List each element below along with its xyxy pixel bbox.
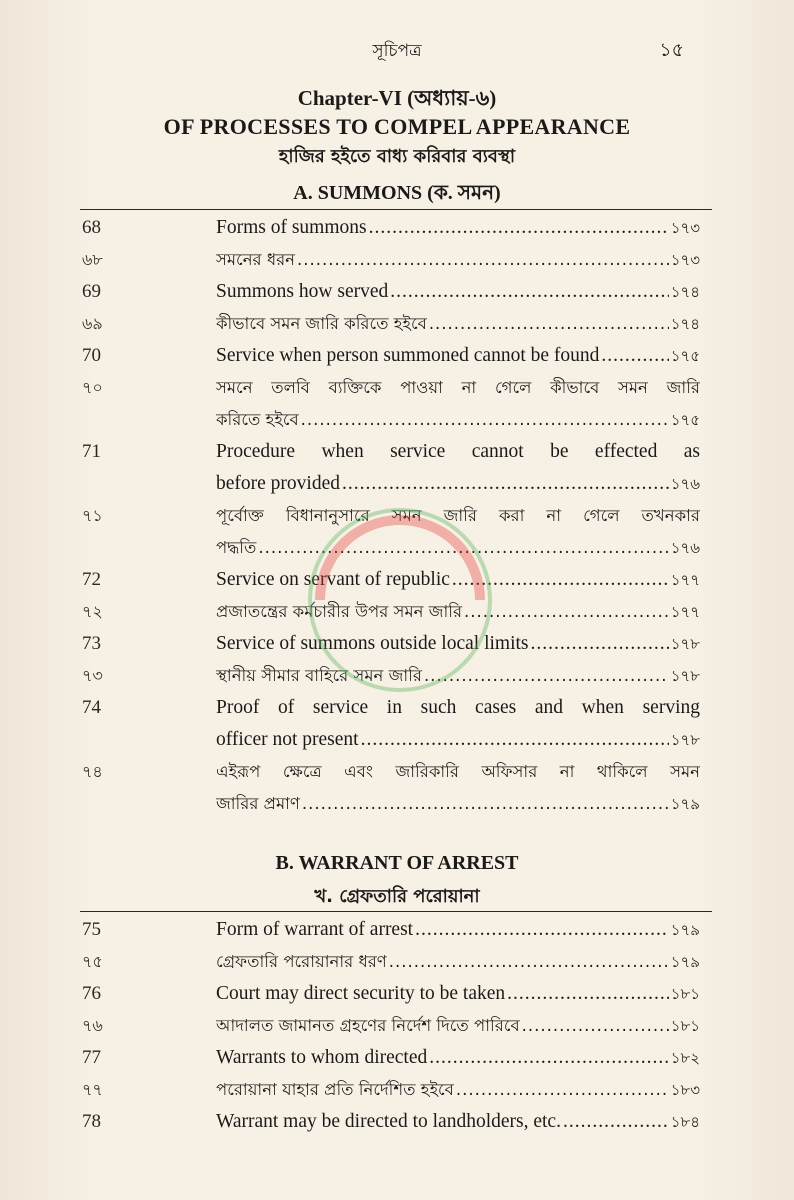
chapter-subject: OF PROCESSES TO COMPEL APPEARANCE — [163, 114, 631, 139]
entry-text — [216, 564, 700, 596]
entry-title: গ্রেফতারি পরোয়ানার ধরণ — [216, 952, 387, 971]
page-number: ১৫ — [659, 39, 684, 61]
dot-leader — [429, 1042, 669, 1074]
page-ref: ১৮৪ — [670, 1113, 700, 1131]
section-number: 70 — [82, 345, 101, 366]
page-ref: ১৭৯ — [670, 921, 700, 939]
running-title: সূচিপত্র — [372, 41, 422, 61]
entry-line — [216, 532, 700, 564]
section-number: 71 — [82, 441, 101, 462]
entry-line — [216, 756, 700, 788]
page-ref: ১৮১ — [670, 1017, 700, 1035]
entry-line — [216, 692, 700, 724]
chapter-subject-bn: হাজির হইতে বাধ্য করিবার ব্যবস্থা — [278, 146, 516, 167]
page-ref: ১৭৮ — [670, 635, 700, 653]
page-ref: ১৭৭ — [670, 603, 700, 621]
entry-line — [216, 596, 700, 628]
entry-title: পূর্বোক্ত বিধানানুসারে সমন জারি করা না গেলে তখনকার — [216, 506, 700, 525]
entry-line — [216, 628, 700, 660]
entry-text — [216, 1042, 700, 1074]
entry-line — [216, 372, 700, 404]
entry-line — [216, 244, 700, 276]
entry-text — [216, 692, 700, 756]
section-number: ৭৪ — [82, 762, 103, 781]
entry-line — [216, 564, 700, 596]
entry-line — [216, 946, 700, 978]
section-number: ৬৮ — [82, 250, 103, 269]
dot-leader — [531, 628, 669, 660]
entry-line — [216, 436, 700, 468]
page-ref: ১৭৬ — [670, 475, 700, 493]
section-number: 78 — [82, 1111, 101, 1132]
page-ref: ১৮২ — [670, 1049, 700, 1067]
page-ref: ১৭৮ — [670, 667, 700, 685]
entry-title: সমনে তলবি ব্যক্তিকে পাওয়া না গেলে কীভাবে সমন জারি — [216, 378, 700, 397]
page-ref: ১৭৯ — [670, 795, 700, 813]
entry-line — [216, 1074, 700, 1106]
dot-leader — [429, 308, 669, 340]
dot-leader — [369, 212, 669, 244]
section-heading-summons: A. SUMMONS (ক. সমন) — [293, 182, 501, 204]
page-ref: ১৭৯ — [670, 953, 700, 971]
entry-line — [216, 1042, 700, 1074]
dot-leader — [563, 1106, 669, 1138]
entry-text — [216, 660, 700, 692]
entry-text — [216, 1106, 700, 1138]
entry-line — [216, 978, 700, 1010]
entry-title: Form of warrant of arrest — [216, 919, 414, 940]
page-ref: ১৭৩ — [670, 251, 700, 269]
section-number: ৭০ — [82, 378, 103, 397]
page-ref: ১৭৫ — [670, 347, 700, 365]
section-number: ৭২ — [82, 602, 103, 621]
entry-text — [216, 756, 700, 820]
entry-text — [216, 914, 700, 946]
section-number: 74 — [82, 697, 101, 718]
entry-text — [216, 244, 700, 276]
section-number: ৭৩ — [82, 666, 103, 685]
chapter-heading — [0, 84, 794, 172]
entry-line — [216, 212, 700, 244]
section-rule — [80, 209, 712, 210]
section-heading-warrant-bn: খ. গ্রেফতারি পরোয়ানা — [314, 886, 480, 907]
dot-leader — [297, 244, 669, 276]
dot-leader — [464, 596, 669, 628]
dot-leader — [601, 340, 668, 372]
section-number: ৭১ — [82, 506, 103, 525]
entry-line — [216, 276, 700, 308]
entry-text — [216, 628, 700, 660]
entry-title: জারির প্রমাণ — [216, 794, 300, 813]
entry-line — [216, 914, 700, 946]
entry-title: করিতে হইবে — [216, 410, 299, 429]
dot-leader — [361, 724, 669, 756]
section-number: 77 — [82, 1047, 101, 1068]
entry-text — [216, 340, 700, 372]
entry-title: Warrants to whom directed — [216, 1047, 428, 1068]
page-ref: ১৭৪ — [670, 315, 700, 333]
entry-title: সমনের ধরন — [216, 250, 296, 269]
chapter-title: Chapter-VI (অধ্যায়-৬) — [297, 86, 497, 110]
entry-line — [216, 308, 700, 340]
running-head — [0, 34, 794, 64]
section-number: 73 — [82, 633, 101, 654]
section-number: 68 — [82, 217, 101, 238]
section-number: 69 — [82, 281, 101, 302]
entry-text — [216, 1074, 700, 1106]
entry-title: Forms of summons — [216, 217, 367, 238]
entry-text — [216, 946, 700, 978]
entry-line — [216, 340, 700, 372]
dot-leader — [258, 532, 668, 564]
section-number: ৬৯ — [82, 314, 103, 333]
page-ref: ১৭৪ — [670, 283, 700, 301]
section-number: ৭৬ — [82, 1016, 103, 1035]
entry-line — [216, 660, 700, 692]
dot-leader — [507, 978, 669, 1010]
page-ref: ১৭৮ — [670, 731, 700, 749]
section-number: 76 — [82, 983, 101, 1004]
dot-leader — [452, 564, 669, 596]
entry-text — [216, 1010, 700, 1042]
entry-line — [216, 788, 700, 820]
dot-leader — [522, 1010, 669, 1042]
entry-line — [216, 1010, 700, 1042]
entry-title: Procedure when service cannot be effected as — [216, 441, 700, 462]
entry-line — [216, 1106, 700, 1138]
dot-leader — [342, 468, 669, 500]
entry-title: Summons how served — [216, 281, 389, 302]
dot-leader — [424, 660, 669, 692]
page-ref: ১৮১ — [670, 985, 700, 1003]
entry-title: before provided — [216, 473, 340, 494]
page-ref: ১৮৩ — [670, 1081, 700, 1099]
entry-title: Service when person summoned cannot be found — [216, 345, 600, 366]
entry-title: এইরূপ ক্ষেত্রে এবং জারিকারি অফিসার না থাকিলে সমন — [216, 762, 700, 781]
entry-title: আদালত জামানত গ্রহণের নির্দেশ দিতে পারিবে — [216, 1016, 520, 1035]
dot-leader — [390, 276, 669, 308]
entry-text — [216, 436, 700, 500]
dot-leader — [301, 404, 669, 436]
section-heading-warrant: B. WARRANT OF ARREST — [275, 852, 519, 874]
section-number: ৭৫ — [82, 952, 103, 971]
section-rule — [80, 911, 712, 912]
section-number: 72 — [82, 569, 101, 590]
entry-text — [216, 276, 700, 308]
entry-title: Proof of service in such cases and when serving — [216, 697, 700, 718]
entry-text — [216, 500, 700, 564]
entry-text — [216, 308, 700, 340]
entry-line — [216, 468, 700, 500]
dot-leader — [389, 946, 669, 978]
entry-title: Warrant may be directed to landholders, etc. — [216, 1111, 561, 1132]
entry-text — [216, 978, 700, 1010]
entry-title: স্থানীয় সীমার বাহিরে সমন জারি — [216, 666, 422, 685]
section-number: 75 — [82, 919, 101, 940]
entry-title: Court may direct security to be taken — [216, 983, 506, 1004]
section-number: ৭৭ — [82, 1080, 103, 1099]
page-ref: ১৭৩ — [670, 219, 700, 237]
entry-title: Service on servant of republic — [216, 569, 450, 590]
dot-leader — [415, 914, 669, 946]
page-ref: ১৭৫ — [670, 411, 700, 429]
dot-leader — [456, 1074, 669, 1106]
entry-title: Service of summons outside local limits — [216, 633, 529, 654]
entry-line — [216, 724, 700, 756]
entry-text — [216, 212, 700, 244]
page-ref: ১৭৬ — [670, 539, 700, 557]
entry-line — [216, 500, 700, 532]
entry-text — [216, 596, 700, 628]
entry-title: প্রজাতন্ত্রের কর্মচারীর উপর সমন জারি — [216, 602, 463, 621]
entry-title: পদ্ধতি — [216, 538, 257, 557]
dot-leader — [302, 788, 669, 820]
entry-title: কীভাবে সমন জারি করিতে হইবে — [216, 314, 427, 333]
page-ref: ১৭৭ — [670, 571, 700, 589]
entry-title: officer not present — [216, 729, 359, 750]
entry-text — [216, 372, 700, 436]
entry-line — [216, 404, 700, 436]
entry-title: পরোয়ানা যাহার প্রতি নির্দেশিত হইবে — [216, 1080, 454, 1099]
